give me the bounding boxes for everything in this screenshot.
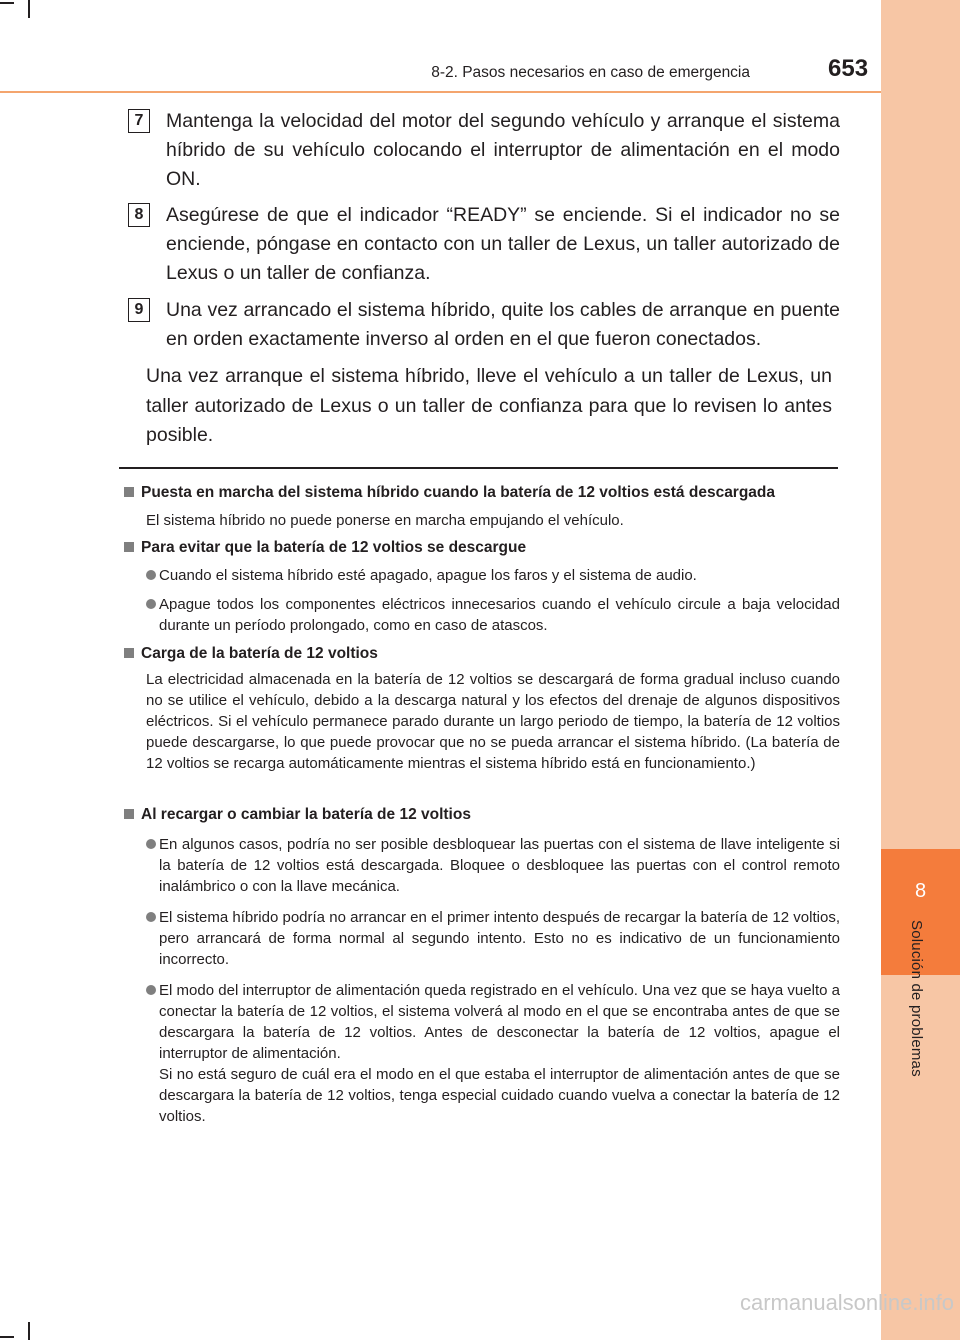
note-avoid-discharge bbox=[124, 537, 840, 636]
note-heading-text: Carga de la batería de 12 voltios bbox=[141, 645, 378, 662]
circle-bullet-icon bbox=[146, 839, 156, 849]
section-divider bbox=[119, 467, 838, 469]
bullet-text: El modo del interruptor de alimentación queda registrado en el vehículo. Una vez que se haya vuelto a conectar la batería de 12 voltios, el sistema volverá al modo en el que se encontraba antes de que se descargara la batería de 12 voltios. Antes de desconectar la batería de 12 voltios, apague el interruptor de alimentación. bbox=[159, 982, 840, 1062]
step-9 bbox=[128, 296, 840, 354]
step-text: Una vez arrancado el sistema híbrido, quite los cables de arranque en puente en orden exactamente inverso al orden en el que fueron conectados. bbox=[166, 299, 840, 350]
step-number-badge: 9 bbox=[128, 298, 150, 322]
note-bullet bbox=[146, 565, 840, 586]
circle-bullet-icon bbox=[146, 985, 156, 995]
header-rule bbox=[0, 91, 881, 93]
note-heading-text: Al recargar o cambiar la batería de 12 voltios bbox=[141, 806, 471, 823]
crop-mark bbox=[0, 2, 14, 4]
bullet-text: Cuando el sistema híbrido esté apagado, apague los faros y el sistema de audio. bbox=[159, 567, 697, 584]
note-heading bbox=[124, 804, 840, 826]
bullet-text: Si no está seguro de cuál era el modo en el que estaba el interruptor de alimentación antes de que se descargara la batería de 12 voltios, tenga especial cuidado cuando vuelva a conectar la batería de 12 voltios. bbox=[159, 1066, 840, 1125]
circle-bullet-icon bbox=[146, 599, 156, 609]
bullet-text: En algunos casos, podría no ser posible desbloquear las puertas con el sistema de llave inteligente si la batería de 12 voltios está descargada. Bloquee o desbloquee las puertas con el control remoto inalámbrico o con la llave mecánica. bbox=[159, 836, 840, 895]
square-bullet-icon bbox=[124, 648, 134, 658]
step-text: Mantenga la velocidad del motor del segundo vehículo y arranque el sistema híbrido de su vehículo colocando el interruptor de alimentación en el modo ON. bbox=[166, 110, 840, 190]
note-heading bbox=[124, 537, 840, 559]
square-bullet-icon bbox=[124, 542, 134, 552]
note-bullet-continuation bbox=[146, 1064, 840, 1127]
square-bullet-icon bbox=[124, 809, 134, 819]
crop-mark bbox=[28, 1322, 30, 1340]
circle-bullet-icon bbox=[146, 570, 156, 580]
bullet-text: Apague todos los componentes eléctricos innecesarios cuando el vehículo circule a baja velocidad durante un período prolongado, como en caso de atascos. bbox=[159, 596, 840, 634]
step-number-badge: 7 bbox=[128, 109, 150, 133]
chapter-number: 8 bbox=[914, 880, 927, 902]
note-bullet bbox=[146, 834, 840, 897]
note-jump-start bbox=[124, 482, 840, 531]
note-bullet bbox=[146, 594, 840, 636]
circle-bullet-icon bbox=[146, 912, 156, 922]
note-bullet bbox=[146, 907, 840, 970]
step-7 bbox=[128, 107, 840, 194]
note-body: La electricidad almacenada en la batería de 12 voltios se descargará de forma gradual incluso cuando no se utilice el vehículo, debido a la descarga natural y los efectos del drenaje de algunos dispositivos eléctricos. Si el vehículo permanece parado durante un largo periodo de tiempo, la batería de 12 voltios puede descargarse, lo que puede provocar que no se pueda arrancar el sistema híbrido. (La batería de 12 voltios se recarga automáticamente mientras el sistema híbrido está en funcionamiento.) bbox=[146, 671, 840, 772]
bullet-text: El sistema híbrido podría no arrancar en el primer intento después de recargar la batería de 12 voltios, pero arrancará de forma normal al segundo intento. Esto no es indicativo de un funcionamiento incorrecto. bbox=[159, 909, 840, 968]
watermark: carmanualsonline.info bbox=[739, 1290, 954, 1315]
closing-paragraph: Una vez arranque el sistema híbrido, lleve el vehículo a un taller de Lexus, un taller autorizado de Lexus o un taller de confianza para que lo revisen lo antes posible. bbox=[146, 365, 832, 446]
chapter-title: Solución de problemas bbox=[908, 920, 925, 1077]
note-heading bbox=[124, 643, 840, 665]
note-bullet bbox=[146, 980, 840, 1064]
step-8 bbox=[128, 201, 840, 288]
note-recharge-replace bbox=[124, 804, 840, 1127]
note-body: El sistema híbrido no puede ponerse en marcha empujando el vehículo. bbox=[146, 512, 624, 529]
header-section-title: 8-2. Pasos necesarios en caso de emergencia bbox=[431, 64, 750, 81]
square-bullet-icon bbox=[124, 487, 134, 497]
page-number: 653 bbox=[828, 55, 869, 82]
note-heading bbox=[124, 482, 840, 504]
note-heading-text: Para evitar que la batería de 12 voltios se descargue bbox=[141, 539, 527, 556]
step-number-badge: 8 bbox=[128, 203, 150, 227]
step-text: Asegúrese de que el indicador “READY” se enciende. Si el indicador no se enciende, póngase en contacto con un taller de Lexus, un taller autorizado de Lexus o un taller de confianza. bbox=[166, 204, 840, 284]
crop-mark bbox=[0, 1336, 14, 1338]
note-heading-text: Puesta en marcha del sistema híbrido cuando la batería de 12 voltios está descargada bbox=[141, 484, 776, 501]
note-battery-charge bbox=[124, 643, 840, 774]
crop-mark bbox=[28, 0, 30, 18]
